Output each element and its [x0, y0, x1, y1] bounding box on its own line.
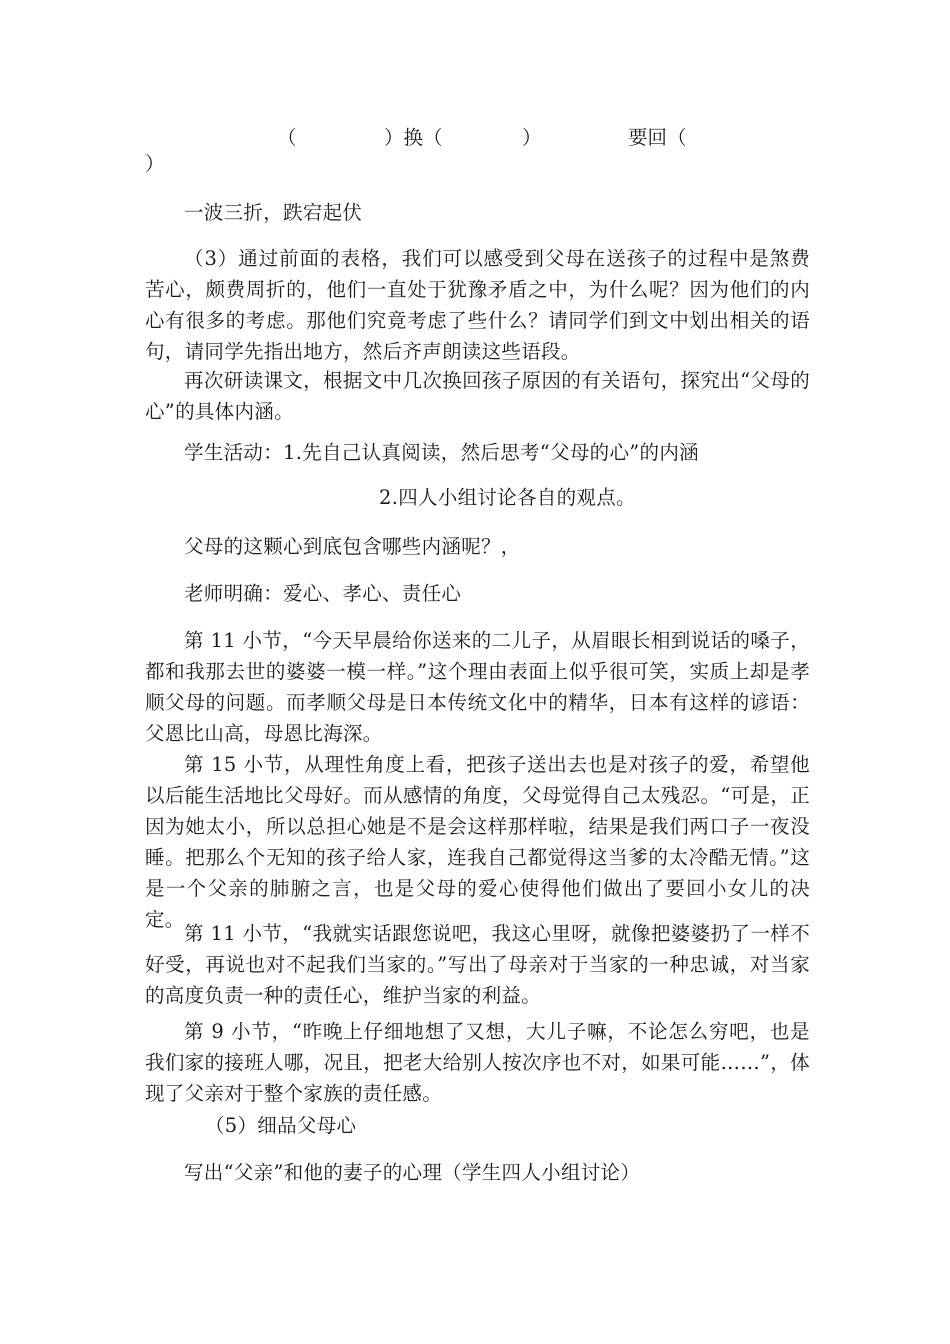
paragraph-step-3: （3）通过前面的表格，我们可以感受到父母在送孩子的过程中是煞费苦心，颇费周折的，他们一直处于犹豫矛盾之中，为什么呢？因为他们的内心有很多的考虑。那他们究竟考虑了些什么？请同学们到文中划出相关的语句，请同学先指出地方，然后齐声朗读这些语段。 — [145, 247, 810, 363]
fill-blank-take-back: 要回（ — [628, 126, 687, 149]
paragraph-section-11b: 第 11 小节，“我就实话跟您说吧，我这心里呀，就像把婆婆扔了一样不好受，再说也对不起我们当家的。”写出了母亲对于当家的一种忠诚，对当家的高度负责一种的责任心，维护当家的利益。 — [145, 922, 810, 1007]
paragraph-student-activity: 学生活动：1.先自己认真阅读，然后思考“父母的心”的内涵 — [184, 441, 699, 464]
paragraph-write-feelings: 写出“父亲”和他的妻子的心理（学生四人小组讨论） — [184, 1161, 641, 1184]
paragraph-teacher-answer: 老师明确：爱心、孝心、责任心 — [184, 582, 462, 605]
fill-blank-close-2: ） — [522, 126, 542, 149]
paragraph-section-15: 第 15 小节，从理性角度上看，把孩子送出去也是对孩子的爱，希望他以后能生活地比父母好。而从感情的角度，父母觉得自己太残忍。“可是，正因为她太小，所以总担心她是不是会这样那样啦，结果是我们两口子一夜没睡。把那么个无知的孩子给人家，连我自己都觉得这当爹的太冷酷无情。”这是一个父亲的肺腑之言，也是父母的爱心使得他们做出了要回小女儿的决定。 — [145, 753, 810, 931]
paragraph-group-discussion: 2.四人小组讨论各自的观点。 — [379, 486, 636, 509]
paragraph-section-11a: 第 11 小节，“今天早晨给你送来的二儿子，从眉眼长相到说话的嗓子，都和我那去世的婆婆一模一样。”这个理由表面上似乎很可笑，实质上却是孝顺父母的问题。而孝顺父母是日本传统文化中的精华，日本有这样的谚语：父恩比山高，母恩比海深。 — [145, 629, 810, 745]
fill-blank-open-1: （ — [277, 126, 297, 149]
paragraph-reread: 再次研读课文，根据文中几次换回孩子原因的有关语句，探究出“父母的心”的具体内涵。 — [145, 369, 810, 423]
fill-blank-exchange: ）换（ — [384, 126, 443, 149]
paragraph-question: 父母的这颗心到底包含哪些内涵呢？， — [184, 535, 521, 558]
paragraph-section-9: 第 9 小节，“昨晚上仔细地想了又想，大儿子嘛，不论怎么穷吧，也是我们家的接班人哪，况且，把老大给别人按次序也不对，如果可能……”，体现了父亲对于整个家族的责任感。 — [145, 1020, 810, 1105]
paragraph-twists: 一波三折，跌宕起伏 — [184, 201, 363, 224]
heading-step-5: （5）细品父母心 — [205, 1114, 357, 1137]
fill-blank-close-3: ） — [145, 152, 165, 175]
